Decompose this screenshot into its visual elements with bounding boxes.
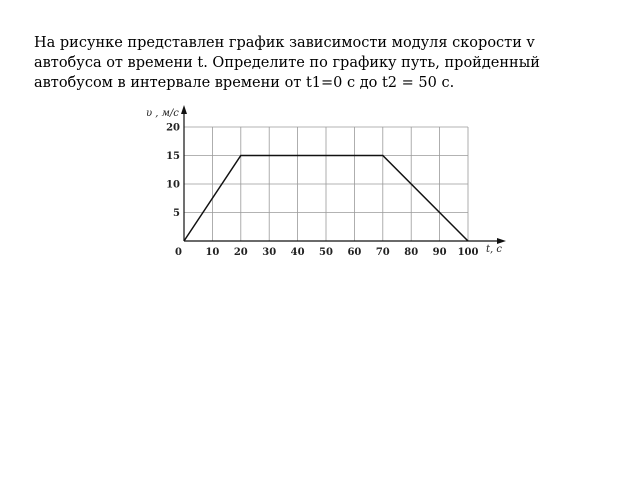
chart-axes xyxy=(181,105,506,244)
x-tick-label: 20 xyxy=(233,247,248,258)
problem-line-1: На рисунке представлен график зависимости модуля скорости v xyxy=(34,35,535,51)
x-tick-label: 100 xyxy=(457,247,479,258)
x-tick-label: 60 xyxy=(347,247,362,258)
y-tick-label: 10 xyxy=(166,179,180,191)
x-tick-label: 80 xyxy=(404,247,419,258)
y-tick-label: 20 xyxy=(166,122,180,134)
y-axis-label: υ , м/с xyxy=(146,108,179,119)
problem-text xyxy=(34,33,624,93)
x-tick-label: 30 xyxy=(262,247,277,258)
x-tick-label: 40 xyxy=(290,247,305,258)
origin-label: 0 xyxy=(175,247,182,258)
x-tick-label: 70 xyxy=(375,247,390,258)
problem-line-3: автобусом в интервале времени от t1=0 с до t2 = 50 с. xyxy=(34,75,455,91)
x-axis-label: t, с xyxy=(486,244,502,255)
x-tick-label: 10 xyxy=(205,247,220,258)
problem-line-2: автобуса от времени t. Определите по графику путь, пройденный xyxy=(34,55,540,71)
x-tick-label: 50 xyxy=(319,247,333,258)
chart-tick-labels xyxy=(166,123,478,259)
chart-grid xyxy=(184,127,468,241)
y-tick-label: 15 xyxy=(166,151,180,162)
velocity-time-chart xyxy=(140,100,520,265)
y-tick-label: 5 xyxy=(173,208,180,219)
x-tick-label: 90 xyxy=(432,247,447,258)
y-axis-arrow xyxy=(181,105,187,114)
